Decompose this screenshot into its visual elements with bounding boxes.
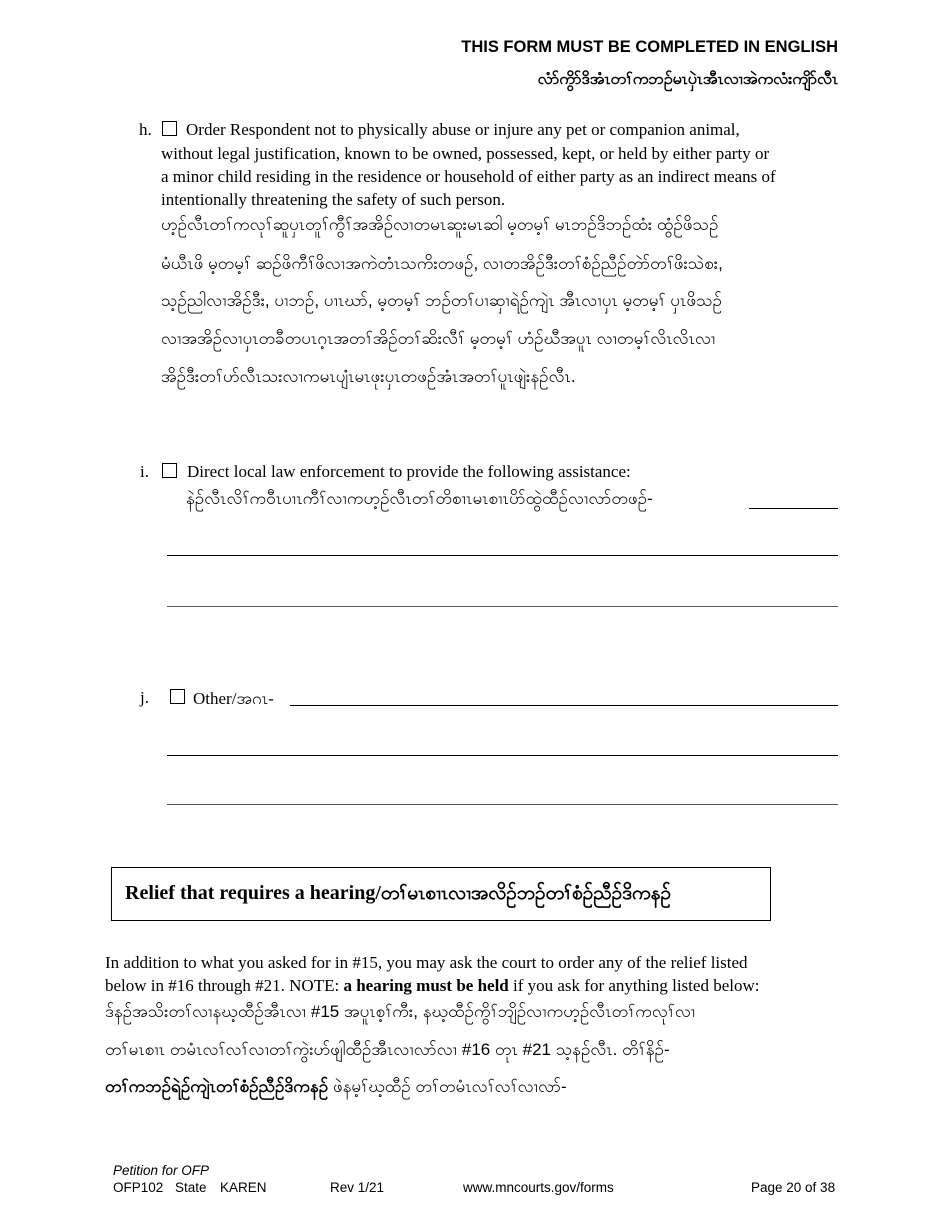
intro-text-segment: if you ask for anything listed below: [508, 976, 760, 995]
intro-karen-line: ဒ်နဉ်အသိးတၢ်လၢနဃ့ထီဉ်အီၤလၢ #15 အပူၤစ့ၢ်ကီး, နဃ့ထီဉ်ကွိၢ်ဘျိဉ်လၢကဟ့ဉ်လီၤတၢ်ကလုၢ်လၢ [105, 1002, 696, 1021]
footer-jurisdiction: State [175, 1180, 207, 1195]
relief-title-karen: တၢ်မၤစၢၤလၢအလိဉ်ဘဉ်တၢ်စံဉ်ညီဉ်ဒိကနဉ် [380, 883, 672, 904]
item-i-checkbox[interactable] [162, 463, 177, 478]
item-h-karen-line: မံယီၤဖိ မ့တမ့ၢ် ဆဉ်ဖိကီၢ်ဖိလၢအကဲတံၤသကိးတဖဉ်, လၢတအိဉ်ဒီးတၢ်စံဉ်ညီဉ်တဲာ်တၢ်ဖိးသဲစး, [161, 254, 723, 273]
item-j-label: Other/အဂၤ- [193, 689, 274, 708]
item-h-checkbox[interactable] [162, 121, 177, 136]
intro-text-line [105, 976, 759, 996]
item-i-text: Direct local law enforcement to provide the following assistance: [187, 462, 631, 481]
form-language-notice-karen: လံာ်ကွိာ်ဒိအံၤတၢ်ကဘဉ်မၤပှဲၤအီၤလၢအဲကလံးကျိာ်လီၤ [537, 71, 838, 88]
item-h-text-line: without legal justification, known to be owned, possessed, kept, or held by either party or [161, 144, 770, 163]
item-j-blank-line[interactable] [167, 804, 838, 805]
item-i-karen-text: နဲဉ်လီၤလိၢ်ကဝီၤပၢၤကီၢ်လၢကဟ့ဉ်လီၤတၢ်တိစၢၤမၤစၢၤပိာ်ထွဲထီဉ်လၢလာ်တဖဉ်- [186, 489, 653, 508]
item-h-text-line: intentionally threatening the safety of such person. [161, 190, 506, 209]
item-h-karen-line: အိဉ်ဒီးတၢ်ဟ်လီၤသးလၢကမၤပျံၤမၤဖုးပှၤတဖဉ်အံၤအတၢ်ပူၤဖျဲးနဉ်လီၤ. [161, 367, 576, 386]
item-j-blank-line[interactable] [167, 755, 838, 756]
item-h-karen-line: ဟ့ဉ်လီၤတၢ်ကလုၢ်ဆူပှၤတူၢ်ကွီၢ်အအိဉ်လၢတမၤဆူးမၤဆါ မ့တမ့ၢ် မၤဘဉ်ဒိဘဉ်ထံး ထွံဉ်ဖိသဉ် [161, 215, 719, 234]
footer-url[interactable]: www.mncourts.gov/forms [463, 1180, 614, 1195]
footer-revision: Rev 1/21 [330, 1180, 385, 1195]
item-i-inline-blank[interactable] [749, 508, 838, 509]
item-h-karen-line: လၢအအိဉ်လၢပှၤတခီတပၤဂ့ၤအတၢ်အိဉ်တၢ်ဆိးလီၢ် မ့တမ့ၢ် ဟံဉ်ဃီအပူၤ လၢတမ့ၢ်လိၤလိၤလၢ [161, 329, 716, 348]
form-language-notice: THIS FORM MUST BE COMPLETED IN ENGLISH [461, 38, 838, 56]
footer-page-number: Page 20 of 38 [751, 1180, 836, 1195]
relief-section-header [111, 867, 771, 921]
hearing-required-note-karen: တၢ်ကဘဉ်ရဲဉ်ကျဲၤတၢ်စံဉ်ညီဉ်ဒိကနဉ် [105, 1077, 329, 1096]
intro-karen-segment: ဖဲနမ့ၢ်ဃ့ထီဉ် တၢ်တမံၤလၢ်လၢ်လၢလာ်- [328, 1077, 567, 1096]
footer-language: KAREN [220, 1180, 267, 1195]
intro-karen-line [105, 1076, 567, 1101]
intro-text-line: In addition to what you asked for in #15, you may ask the court to order any of the relief listed [105, 953, 748, 972]
item-j-checkbox[interactable] [170, 689, 185, 704]
footer-form-code: OFP102 [113, 1180, 164, 1195]
footer-form-title: Petition for OFP [113, 1163, 210, 1178]
item-h-letter: h. [139, 120, 152, 139]
intro-text-segment: below in #16 through #21. NOTE: [105, 976, 344, 995]
item-i-letter: i. [140, 462, 149, 481]
item-i-blank-line[interactable] [167, 606, 838, 607]
item-h-text-line: a minor child residing in the residence or household of either party as an indirect means of [161, 167, 776, 186]
intro-karen-line: တၢ်မၤစၢၤ တမံၤလၢ်လၢ်လၢတၢ်ကွဲးဟ်ဖျါထီဉ်အီၤလၢလာ်လၢ #16 တုၤ #21 သ့နဉ်လီၤ. တိၢ်နိဉ်- [105, 1040, 670, 1059]
hearing-required-note: a hearing must be held [343, 976, 509, 995]
item-j-inline-blank[interactable] [290, 705, 838, 706]
item-j-letter: j. [140, 688, 149, 707]
item-h-karen-line: သ့ဉ်ညါလၢအိဉ်ဒီး, ပၢဘဉ်, ပၢၤဃာ်, မ့တမ့ၢ် ဘဉ်တၢ်ပၢဆှၢရဲဉ်ကျဲၤ အီၤလၢပှၤ မ့တမ့ၢ် ပှၤဖိသဉ် [161, 291, 722, 310]
item-h-text-line: Order Respondent not to physically abuse or injure any pet or companion animal, [186, 120, 740, 139]
item-i-blank-line[interactable] [167, 555, 838, 556]
relief-title-english: Relief that requires a hearing/ [125, 882, 381, 904]
relief-section-title [125, 881, 671, 909]
